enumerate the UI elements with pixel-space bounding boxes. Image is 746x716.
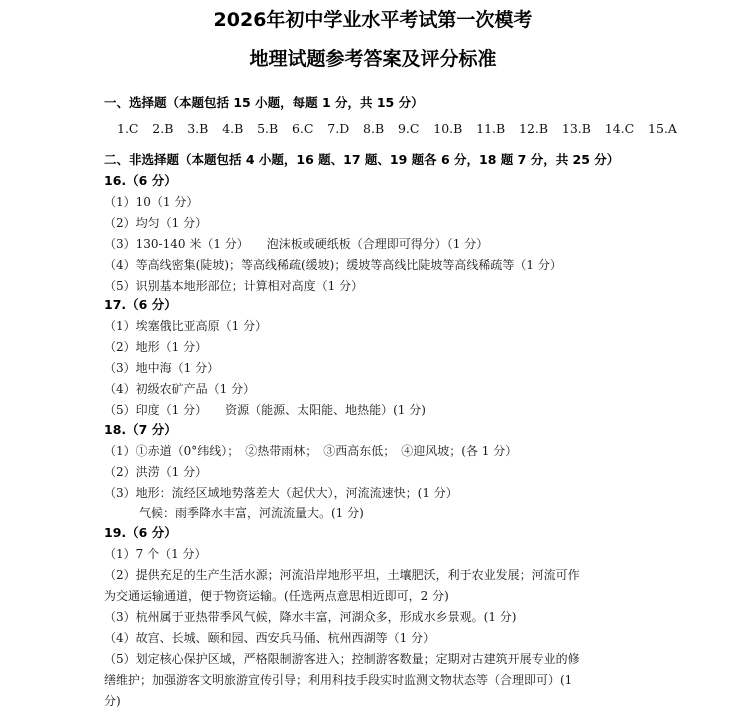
- answer-item: 7.D: [327, 121, 350, 136]
- q18-line: （3）地形：流经区域地势落差大（起伏大），河流流速快；(1 分）: [104, 486, 458, 500]
- section-heading-multiple-choice: 一、选择题（本题包括 15 小题，每题 1 分，共 15 分）: [104, 95, 424, 110]
- answer-item: 4.B: [222, 121, 244, 136]
- q17-line: （2）地形（1 分）: [104, 340, 208, 354]
- question-19-heading: 19.（6 分）: [104, 525, 177, 540]
- answer-item: 6.C: [291, 121, 314, 136]
- q19-line: 为交通运输通道，便于物资运输。(任选两点意思相近即可，2 分): [104, 589, 449, 603]
- q19-line: 缮维护；加强游客文明旅游宣传引导；利用科技手段实时监测文物状态等（合理即可）(1: [104, 673, 573, 687]
- question-18-heading: 18.（7 分）: [104, 422, 177, 437]
- q19-line: （1）7 个（1 分）: [104, 547, 207, 561]
- q19-line: 分): [104, 694, 121, 708]
- q16-line: （5）识别基本地形部位；计算相对高度（1 分）: [104, 279, 364, 293]
- answer-item: 1.C: [117, 121, 139, 136]
- page-title: 2026年初中学业水平考试第一次模考: [213, 9, 533, 31]
- answer-item: 3.B: [187, 121, 209, 136]
- multiple-choice-answers: [117, 121, 677, 137]
- q17-line: （4）初级农矿产品（1 分）: [104, 382, 256, 396]
- answer-item: 9.C: [397, 121, 420, 136]
- q16-line: （3）130-140 米（1 分） 泡沫板或硬纸板（合理即可得分）（1 分）: [104, 237, 489, 251]
- section-heading-non-choice: 二、非选择题（本题包括 4 小题，16 题、17 题、19 题各 6 分，18 题 7 分，共 25 分）: [104, 152, 620, 167]
- q16-line: （2）均匀（1 分）: [104, 216, 208, 230]
- q19-line: （4）故宫、长城、颐和园、西安兵马俑、杭州西湖等（1 分）: [104, 631, 436, 645]
- answer-item: 2.B: [152, 121, 174, 136]
- q16-line: （4）等高线密集(陡坡)；等高线稀疏(缓坡)；缓坡等高线比陡坡等高线稀疏等（1 分）: [104, 258, 562, 272]
- answer-item: 15.A: [648, 121, 677, 136]
- answer-item: 11.B: [476, 121, 506, 136]
- q18-line: （1）①赤道（0°纬线）； ②热带雨林； ③西高东低； ④迎风坡；(各 1 分）: [104, 444, 518, 458]
- q19-line: （5）划定核心保护区域，严格限制游客进入；控制游客数量；定期对古建筑开展专业的修: [104, 652, 580, 666]
- answer-item: 8.B: [363, 121, 385, 136]
- q19-line: （2）提供充足的生产生活水源；河流沿岸地形平坦，土壤肥沃，利于农业发展；河流可作: [104, 568, 580, 582]
- q17-line: （3）地中海（1 分）: [104, 361, 220, 375]
- answer-item: 13.B: [561, 121, 591, 136]
- q16-line: （1）10（1 分）: [104, 195, 199, 209]
- q19-line: （3）杭州属于亚热带季风气候，降水丰富，河湖众多，形成水乡景观。(1 分): [104, 610, 517, 624]
- q17-line: （1）埃塞俄比亚高原（1 分）: [104, 319, 268, 333]
- q18-line: （2）洪涝（1 分）: [104, 465, 208, 479]
- answer-item: 5.B: [257, 121, 279, 136]
- q17-line: （5）印度（1 分） 资源（能源、太阳能、地热能）(1 分): [104, 403, 426, 417]
- question-17-heading: 17.（6 分）: [104, 297, 177, 312]
- answer-item: 12.B: [519, 121, 549, 136]
- answer-item: 10.B: [433, 121, 463, 136]
- page-subtitle: 地理试题参考答案及评分标准: [249, 48, 497, 70]
- answer-item: 14.C: [604, 121, 635, 136]
- q18-line: 气候：雨季降水丰富，河流流量大。(1 分): [139, 506, 364, 520]
- question-16-heading: 16.（6 分）: [104, 173, 177, 188]
